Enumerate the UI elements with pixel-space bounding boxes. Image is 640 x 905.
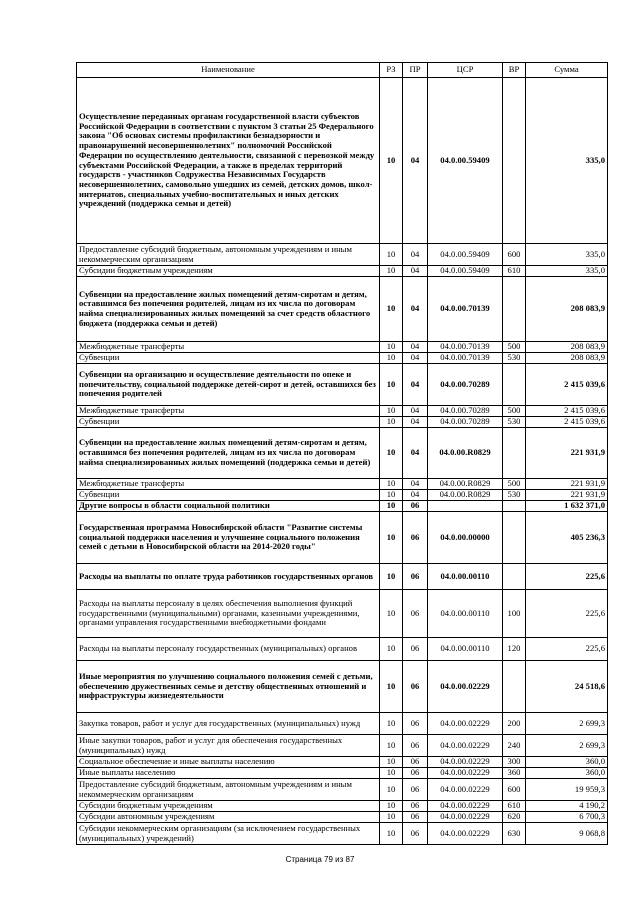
- cell-csr: 04.0.00.59409: [428, 244, 503, 266]
- cell-pr: 04: [403, 428, 428, 479]
- cell-rz: 10: [380, 638, 403, 661]
- table-row: [77, 823, 608, 845]
- cell-name: Межбюджетные трансферты: [77, 479, 380, 490]
- cell-sum: 208 083,9: [526, 277, 608, 342]
- cell-sum: 19 959,3: [526, 779, 608, 801]
- table-row: [77, 661, 608, 713]
- table-body: [77, 78, 608, 845]
- table-row: [77, 757, 608, 768]
- table-row: [77, 801, 608, 812]
- cell-rz: 10: [380, 428, 403, 479]
- cell-name: Субсидии некоммерческим организациям (за исключением государственных (муниципальных) учреждений): [77, 823, 380, 845]
- cell-csr: 04.0.00.00000: [428, 512, 503, 564]
- cell-vr: [503, 277, 526, 342]
- header-pr: ПР: [403, 63, 428, 78]
- cell-rz: 10: [380, 713, 403, 735]
- cell-csr: 04.0.00.02229: [428, 823, 503, 845]
- cell-vr: 120: [503, 638, 526, 661]
- cell-csr: 04.0.00.00110: [428, 564, 503, 590]
- table-row: [77, 501, 608, 512]
- cell-vr: [503, 428, 526, 479]
- table-row: [77, 266, 608, 277]
- table-row: [77, 779, 608, 801]
- cell-sum: 208 083,9: [526, 353, 608, 364]
- cell-vr: 360: [503, 768, 526, 779]
- cell-sum: 208 083,9: [526, 342, 608, 353]
- cell-rz: 10: [380, 266, 403, 277]
- cell-rz: 10: [380, 490, 403, 501]
- cell-name: Субвенции: [77, 417, 380, 428]
- cell-vr: 610: [503, 266, 526, 277]
- table-row: [77, 353, 608, 364]
- cell-sum: 4 190,2: [526, 801, 608, 812]
- cell-sum: 2 699,3: [526, 735, 608, 757]
- table-row: [77, 713, 608, 735]
- table-row: [77, 78, 608, 244]
- cell-rz: 10: [380, 801, 403, 812]
- cell-pr: 04: [403, 342, 428, 353]
- cell-pr: 06: [403, 823, 428, 845]
- cell-name: Межбюджетные трансферты: [77, 342, 380, 353]
- table-row: [77, 428, 608, 479]
- cell-rz: 10: [380, 479, 403, 490]
- cell-pr: 04: [403, 353, 428, 364]
- cell-pr: 06: [403, 501, 428, 512]
- cell-csr: 04.0.00.70289: [428, 406, 503, 417]
- cell-sum: 335,0: [526, 78, 608, 244]
- table-header-row: [77, 63, 608, 78]
- table-row: [77, 364, 608, 406]
- cell-pr: 04: [403, 244, 428, 266]
- cell-pr: 06: [403, 735, 428, 757]
- cell-sum: 2 415 039,6: [526, 364, 608, 406]
- cell-sum: 225,6: [526, 590, 608, 638]
- cell-csr: 04.0.00.70139: [428, 277, 503, 342]
- table-row: [77, 406, 608, 417]
- cell-csr: 04.0.00.00110: [428, 638, 503, 661]
- table-row: [77, 590, 608, 638]
- cell-name: Государственная программа Новосибирской области "Развитие системы социальной поддержки населения и улучшение социального положения семей с детьми в Новосибирской области на 2014-2020 годы": [77, 512, 380, 564]
- cell-vr: 600: [503, 244, 526, 266]
- cell-pr: 06: [403, 661, 428, 713]
- cell-vr: 610: [503, 801, 526, 812]
- cell-pr: 04: [403, 406, 428, 417]
- cell-name: Межбюджетные трансферты: [77, 406, 380, 417]
- header-vr: ВР: [503, 63, 526, 78]
- cell-rz: 10: [380, 277, 403, 342]
- cell-rz: 10: [380, 757, 403, 768]
- cell-rz: 10: [380, 78, 403, 244]
- cell-sum: 24 518,6: [526, 661, 608, 713]
- cell-name: Иные выплаты населению: [77, 768, 380, 779]
- cell-name: Другие вопросы в области социальной политики: [77, 501, 380, 512]
- table-row: [77, 342, 608, 353]
- cell-name: Предоставление субсидий бюджетным, автономным учреждениям и иным некоммерческим организациям: [77, 779, 380, 801]
- cell-name: Субвенции: [77, 490, 380, 501]
- cell-sum: 9 068,8: [526, 823, 608, 845]
- cell-sum: 2 415 039,6: [526, 406, 608, 417]
- cell-pr: 04: [403, 78, 428, 244]
- cell-sum: 335,0: [526, 266, 608, 277]
- cell-name: Субвенции на предоставление жилых помещений детям-сиротам и детям, оставшимся без попечения родителей, лицам из их числа по договорам найма специализированных жилых помещений (поддержка семьи и детей): [77, 428, 380, 479]
- budget-table: [76, 62, 608, 845]
- cell-vr: 500: [503, 479, 526, 490]
- cell-sum: 1 632 371,0: [526, 501, 608, 512]
- cell-pr: 06: [403, 590, 428, 638]
- cell-vr: 630: [503, 823, 526, 845]
- table-row: [77, 244, 608, 266]
- cell-csr: [428, 501, 503, 512]
- cell-rz: 10: [380, 768, 403, 779]
- cell-vr: [503, 78, 526, 244]
- cell-sum: 6 700,3: [526, 812, 608, 823]
- cell-csr: 04.0.00.02229: [428, 801, 503, 812]
- cell-vr: 500: [503, 406, 526, 417]
- cell-name: Социальное обеспечение и иные выплаты населению: [77, 757, 380, 768]
- cell-rz: 10: [380, 564, 403, 590]
- header-name: Наименование: [77, 63, 380, 78]
- cell-csr: 04.0.00.02229: [428, 757, 503, 768]
- cell-pr: 04: [403, 490, 428, 501]
- cell-sum: 335,0: [526, 244, 608, 266]
- cell-vr: 100: [503, 590, 526, 638]
- cell-rz: 10: [380, 353, 403, 364]
- cell-name: Субвенции на организацию и осуществление деятельности по опеке и попечительству, социальной поддержке детей-сирот и детей, оставшихся без попечения родителей: [77, 364, 380, 406]
- cell-pr: 04: [403, 417, 428, 428]
- cell-csr: 04.0.00.R0829: [428, 479, 503, 490]
- cell-rz: 10: [380, 512, 403, 564]
- cell-name: Расходы на выплаты персоналу государственных (муниципальных) органов: [77, 638, 380, 661]
- cell-csr: 04.0.00.02229: [428, 661, 503, 713]
- cell-name: Расходы на выплаты по оплате труда работников государственных органов: [77, 564, 380, 590]
- cell-rz: 10: [380, 342, 403, 353]
- page-footer: Страница 79 из 87: [285, 855, 355, 864]
- cell-csr: 04.0.00.70289: [428, 417, 503, 428]
- cell-sum: 225,6: [526, 564, 608, 590]
- cell-vr: 600: [503, 779, 526, 801]
- table-row: [77, 564, 608, 590]
- cell-pr: 04: [403, 266, 428, 277]
- cell-csr: 04.0.00.02229: [428, 812, 503, 823]
- cell-csr: 04.0.00.70139: [428, 342, 503, 353]
- cell-name: Субвенции на предоставление жилых помещений детям-сиротам и детям, оставшимся без попечения родителей, лицам из их числа по договорам найма специализированных жилых помещений за счет средств областного бюджета (поддержка семьи и детей): [77, 277, 380, 342]
- cell-sum: 221 931,9: [526, 479, 608, 490]
- cell-csr: 04.0.00.R0829: [428, 490, 503, 501]
- table-row: [77, 479, 608, 490]
- cell-name: Субвенции: [77, 353, 380, 364]
- cell-vr: [503, 512, 526, 564]
- cell-pr: 04: [403, 364, 428, 406]
- cell-vr: 530: [503, 353, 526, 364]
- cell-rz: 10: [380, 364, 403, 406]
- cell-sum: 225,6: [526, 638, 608, 661]
- cell-pr: 06: [403, 779, 428, 801]
- cell-vr: 620: [503, 812, 526, 823]
- cell-name: Иные мероприятия по улучшению социального положения семей с детьми, обеспечению дружественных семье и детству общественных отношений и инфраструктуры жизнедеятельности: [77, 661, 380, 713]
- cell-name: Расходы на выплаты персоналу в целях обеспечения выполнения функций государственными (муниципальными) органами, казенными учреждениями, органами управления государственными внебюджетными фондами: [77, 590, 380, 638]
- cell-vr: 530: [503, 417, 526, 428]
- cell-vr: [503, 364, 526, 406]
- cell-pr: 06: [403, 564, 428, 590]
- cell-name: Субсидии бюджетным учреждениям: [77, 801, 380, 812]
- cell-sum: 405 236,3: [526, 512, 608, 564]
- cell-csr: 04.0.00.70139: [428, 353, 503, 364]
- cell-sum: 2 699,3: [526, 713, 608, 735]
- cell-name: Субсидии бюджетным учреждениям: [77, 266, 380, 277]
- table-row: [77, 768, 608, 779]
- table-row: [77, 490, 608, 501]
- cell-sum: 2 415 039,6: [526, 417, 608, 428]
- cell-name: Осуществление переданных органам государственной власти субъектов Российской Федерации в соответствии с пунктом 3 статьи 25 Федерального закона "Об основах системы профилактики безнадзорности и правонарушений несовершеннолетних" полномочий Российской Федерации по осуществлению деятельности, связанной с перевозкой между субъектами Российской Федерации, а также в пределах территорий государств - участников Содружества Независимых Государств несовершеннолетних, самовольно ушедших из семей, детских домов, школ-интернатов, специальных учебно-воспитательных и иных детских учреждений (поддержка семьи и детей): [77, 78, 380, 244]
- cell-name: Субсидии автономным учреждениям: [77, 812, 380, 823]
- cell-csr: 04.0.00.59409: [428, 78, 503, 244]
- cell-vr: 500: [503, 342, 526, 353]
- cell-pr: 06: [403, 512, 428, 564]
- header-csr: ЦСР: [428, 63, 503, 78]
- cell-rz: 10: [380, 823, 403, 845]
- cell-vr: [503, 564, 526, 590]
- cell-csr: 04.0.00.02229: [428, 779, 503, 801]
- cell-vr: 200: [503, 713, 526, 735]
- cell-rz: 10: [380, 501, 403, 512]
- cell-pr: 06: [403, 638, 428, 661]
- table-row: [77, 812, 608, 823]
- cell-csr: 04.0.00.59409: [428, 266, 503, 277]
- cell-name: Иные закупки товаров, работ и услуг для обеспечения государственных (муниципальных) нужд: [77, 735, 380, 757]
- cell-csr: 04.0.00.02229: [428, 735, 503, 757]
- cell-sum: 221 931,9: [526, 428, 608, 479]
- cell-vr: 240: [503, 735, 526, 757]
- cell-rz: 10: [380, 661, 403, 713]
- cell-rz: 10: [380, 735, 403, 757]
- cell-sum: 221 931,9: [526, 490, 608, 501]
- table-row: [77, 638, 608, 661]
- cell-name: Закупка товаров, работ и услуг для государственных (муниципальных) нужд: [77, 713, 380, 735]
- cell-csr: 04.0.00.02229: [428, 713, 503, 735]
- cell-name: Предоставление субсидий бюджетным, автономным учреждениям и иным некоммерческим организациям: [77, 244, 380, 266]
- cell-csr: 04.0.00.00110: [428, 590, 503, 638]
- cell-sum: 360,0: [526, 768, 608, 779]
- cell-rz: 10: [380, 406, 403, 417]
- cell-sum: 360,0: [526, 757, 608, 768]
- cell-vr: [503, 661, 526, 713]
- cell-rz: 10: [380, 812, 403, 823]
- cell-rz: 10: [380, 244, 403, 266]
- cell-csr: 04.0.00.02229: [428, 768, 503, 779]
- cell-pr: 06: [403, 768, 428, 779]
- cell-pr: 04: [403, 479, 428, 490]
- cell-pr: 06: [403, 713, 428, 735]
- cell-pr: 06: [403, 801, 428, 812]
- cell-rz: 10: [380, 590, 403, 638]
- cell-vr: 300: [503, 757, 526, 768]
- header-rz: РЗ: [380, 63, 403, 78]
- cell-csr: 04.0.00.70289: [428, 364, 503, 406]
- cell-rz: 10: [380, 779, 403, 801]
- table-row: [77, 417, 608, 428]
- cell-vr: 530: [503, 490, 526, 501]
- cell-rz: 10: [380, 417, 403, 428]
- table-row: [77, 735, 608, 757]
- cell-csr: 04.0.00.R0829: [428, 428, 503, 479]
- cell-vr: [503, 501, 526, 512]
- table-row: [77, 512, 608, 564]
- header-sum: Сумма: [526, 63, 608, 78]
- cell-pr: 06: [403, 757, 428, 768]
- cell-pr: 04: [403, 277, 428, 342]
- cell-pr: 06: [403, 812, 428, 823]
- table-row: [77, 277, 608, 342]
